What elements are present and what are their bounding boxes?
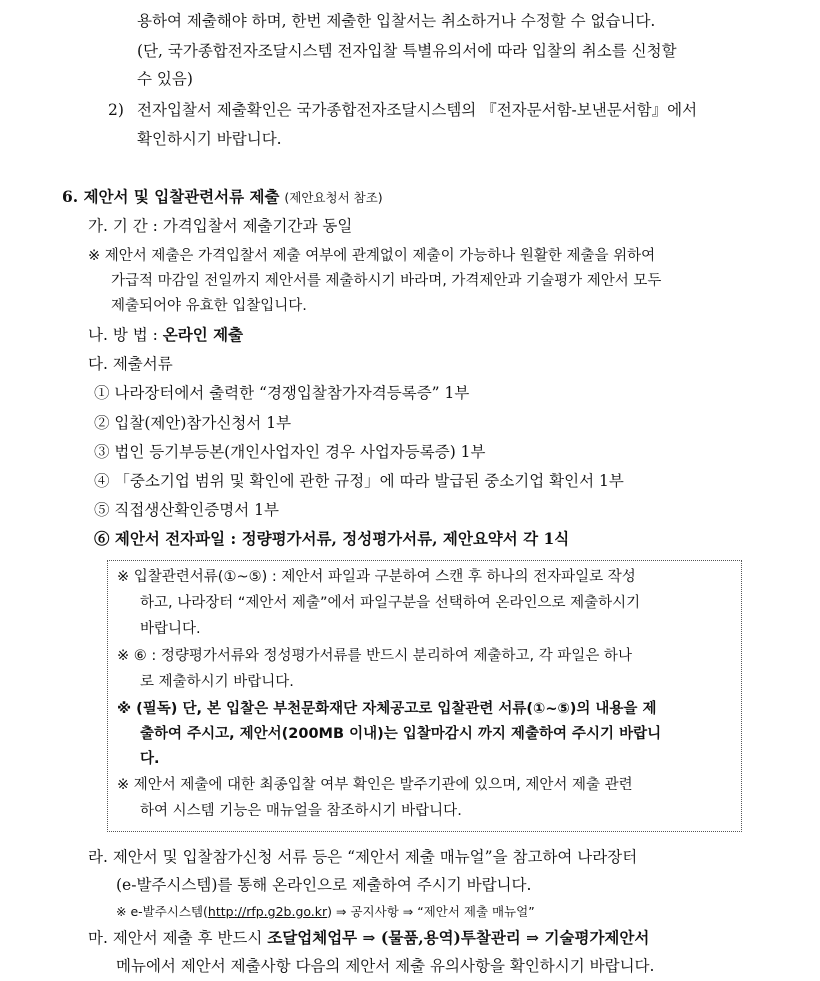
- document-item: ② 입찰(제안)참가신청서 1부: [94, 414, 292, 432]
- document-item: ③ 법인 등기부등본(개인사업자인 경우 사업자등록증) 1부: [94, 443, 486, 461]
- method-label: 나. 방 법 :: [88, 326, 163, 344]
- box-note-line: 하고, 나라장터 “제안서 제출”에서 파일구분을 선택하여 온라인으로 제출하시기: [140, 595, 641, 611]
- document-item: ⑥ 제안서 전자파일 : 정량평가서류, 정성평가서류, 제안요약서 각 1식: [94, 529, 570, 548]
- box-note-line-bold: 다.: [140, 751, 160, 767]
- notice-line: 제출되어야 유효한 입찰입니다.: [111, 298, 307, 314]
- manual-path-suffix: ) ⇒ 공지사항 ⇒ “제안서 제출 매뉴얼”: [327, 904, 535, 919]
- notice-line: ※ 제안서 제출은 가격입찰서 제출 여부에 관계없이 제출이 가능하나 원활한 제출을 위하여: [88, 248, 656, 264]
- document-item: ① 나라장터에서 출력한 “경쟁입찰참가자격등록증” 1부: [94, 384, 470, 402]
- box-note-line: ※ 제안서 제출에 대한 최종입찰 여부 확인은 발주기관에 있으며, 제안서 제출 관련: [117, 777, 633, 793]
- note-text-line: 수 있음): [137, 70, 193, 88]
- section-heading-note: (제안요청서 참조): [284, 190, 383, 205]
- document-item: ④ 「중소기업 범위 및 확인에 관한 규정」에 따라 발급된 중소기업 확인서 1부: [94, 472, 624, 490]
- body-text-line: 라. 제안서 및 입찰참가신청 서류 등은 “제안서 제출 매뉴얼”을 참고하여 나라장터: [88, 848, 638, 866]
- box-note-line-bold: ※ (필독) 단, 본 입찰은 부천문화재단 자체공고로 입찰관련 서류(①~⑤)의 내용을 제: [117, 701, 657, 717]
- box-note-line: 로 제출하시기 바랍니다.: [140, 674, 294, 690]
- period-line: 가. 기 간 : 가격입찰서 제출기간과 동일: [88, 217, 353, 235]
- body-text-line: 확인하시기 바랍니다.: [137, 130, 282, 148]
- box-note-line-bold: 출하여 주시고, 제안서(200MB 이내)는 입찰마감시 까지 제출하여 주시기 바랍니: [140, 726, 662, 742]
- document-item: ⑤ 직접생산확인증명서 1부: [94, 501, 279, 519]
- notice-line: 가급적 마감일 전일까지 제안서를 제출하시기 바라며, 가격제안과 기술평가 제안서 모두: [111, 273, 662, 289]
- method-value: 온라인 제출: [162, 325, 244, 344]
- menu-path: 조달업체업무 ⇒ (물품,용역)투찰관리 ⇒ 기술평가제안서: [267, 928, 650, 947]
- manual-path-prefix: ※ e-발주시스템(: [116, 904, 208, 919]
- body-text-line: 전자입찰서 제출확인은 국가종합전자조달시스템의 『전자문서함-보낸문서함』에서: [137, 101, 698, 119]
- method-line: [88, 324, 243, 346]
- documents-heading: 다. 제출서류: [88, 355, 173, 373]
- manual-path-line: [116, 901, 535, 923]
- box-note-line: 하여 시스템 기능은 매뉴얼을 참조하시기 바랍니다.: [140, 803, 462, 819]
- body-text-line: [88, 927, 649, 949]
- section-heading: [62, 186, 383, 209]
- menu-path-prefix: 마. 제안서 제출 후 반드시: [88, 929, 268, 947]
- item-number: 2): [108, 101, 124, 119]
- body-text-line: (e-발주시스템)를 통해 온라인으로 제출하여 주시기 바랍니다.: [116, 876, 532, 894]
- body-text-line: 용하여 제출해야 하며, 한번 제출한 입찰서는 취소하거나 수정할 수 없습니다.: [137, 12, 656, 30]
- box-note-line: 바랍니다.: [140, 621, 201, 637]
- box-note-line: ※ ⑥ : 정량평가서류와 정성평가서류를 반드시 분리하여 제출하고, 각 파일은 하나: [117, 648, 632, 664]
- section-title: 6. 제안서 및 입찰관련서류 제출: [62, 187, 280, 206]
- box-note-line: ※ 입찰관련서류(①~⑤) : 제안서 파일과 구분하여 스캔 후 하나의 전자파일로 작성: [117, 569, 636, 585]
- body-text-line: 메뉴에서 제안서 제출사항 다음의 제안서 제출 유의사항을 확인하시기 바랍니다.: [116, 957, 655, 975]
- note-text-line: (단, 국가종합전자조달시스템 전자입찰 특별유의서에 따라 입찰의 취소를 신청할: [137, 42, 677, 60]
- g2b-link[interactable]: http://rfp.g2b.go.kr: [207, 904, 328, 919]
